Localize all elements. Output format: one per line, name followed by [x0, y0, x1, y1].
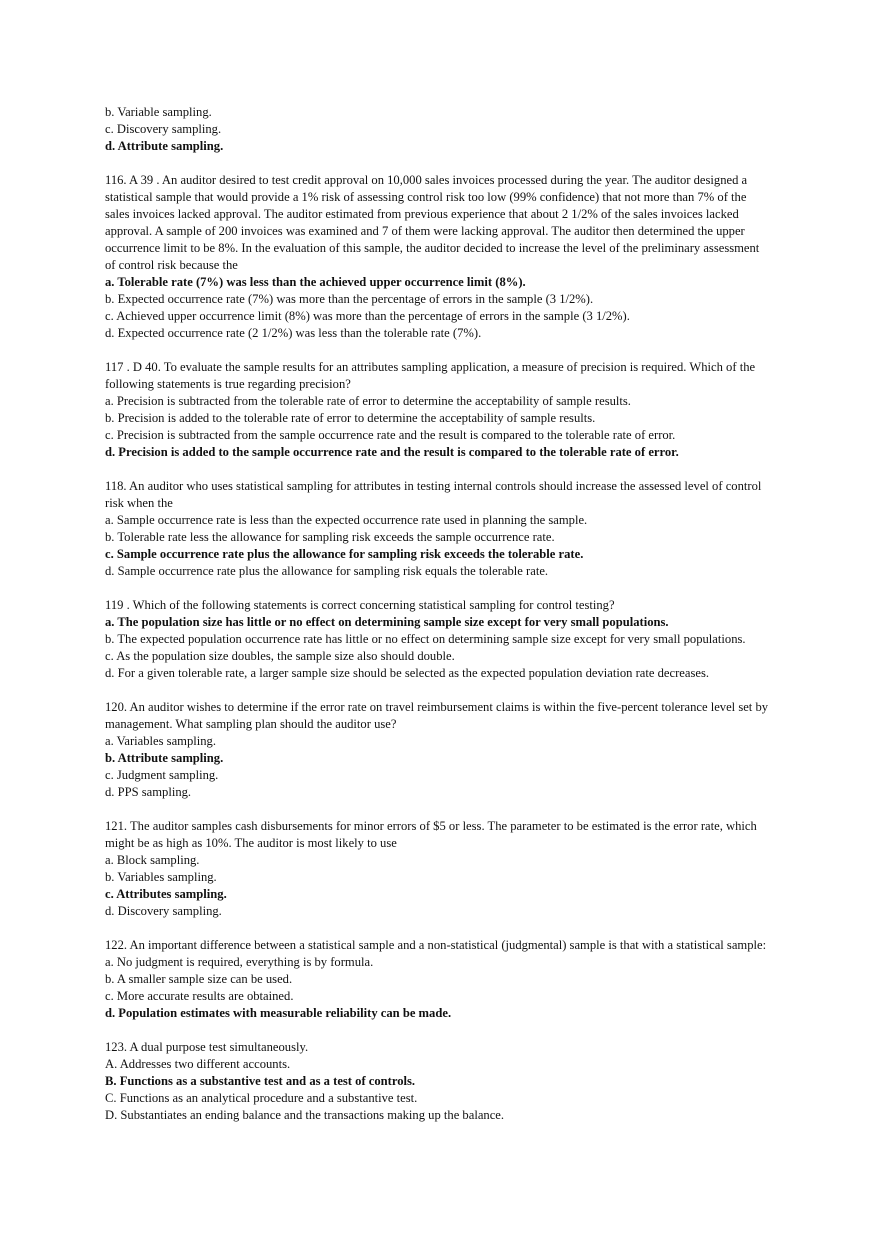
option: A. Addresses two different accounts. — [105, 1057, 291, 1071]
option: c. As the population size doubles, the sample size also should double. — [105, 649, 455, 663]
question-117 — [105, 359, 770, 461]
correct-option: d. Precision is added to the sample occurrence rate and the result is compared to the tolerable rate of error. — [105, 445, 679, 459]
option: b. The expected population occurrence rate has little or no effect on determining sample size except for very small populations. — [105, 632, 746, 646]
option: d. Expected occurrence rate (2 1/2%) was less than the tolerable rate (7%). — [105, 326, 482, 340]
question-stem: 122. An important difference between a statistical sample and a non-statistical (judgmental) sample is that with a statistical sample: — [105, 938, 767, 952]
option: d. PPS sampling. — [105, 785, 192, 799]
correct-option: a. Tolerable rate (7%) was less than the achieved upper occurrence limit (8%). — [105, 275, 526, 289]
question-122 — [105, 937, 770, 1022]
lead-options — [105, 104, 770, 155]
question-stem: 118. An auditor who uses statistical sampling for attributes in testing internal controls should increase the assessed level of control risk when the — [105, 479, 762, 510]
option: b. Variables sampling. — [105, 870, 217, 884]
option: c. Judgment sampling. — [105, 768, 219, 782]
option: b. Tolerable rate less the allowance for sampling risk exceeds the sample occurrence rate. — [105, 530, 555, 544]
correct-option: a. The population size has little or no effect on determining sample size except for very small populations. — [105, 615, 669, 629]
option: a. Block sampling. — [105, 853, 200, 867]
question-116 — [105, 172, 770, 342]
option: d. Sample occurrence rate plus the allowance for sampling risk equals the tolerable rate. — [105, 564, 549, 578]
question-stem: 123. A dual purpose test simultaneously. — [105, 1040, 309, 1054]
question-118 — [105, 478, 770, 580]
option: C. Functions as an analytical procedure and a substantive test. — [105, 1091, 418, 1105]
correct-option: B. Functions as a substantive test and as a test of controls. — [105, 1074, 416, 1088]
option: a. No judgment is required, everything is by formula. — [105, 955, 374, 969]
option: a. Sample occurrence rate is less than the expected occurrence rate used in planning the sample. — [105, 513, 588, 527]
question-123 — [105, 1039, 770, 1124]
option: b. Precision is added to the tolerable rate of error to determine the acceptability of sample results. — [105, 411, 596, 425]
option: c. Discovery sampling. — [105, 122, 222, 136]
option: b. Variable sampling. — [105, 105, 212, 119]
correct-option: d. Attribute sampling. — [105, 139, 224, 153]
correct-option: c. Attributes sampling. — [105, 887, 227, 901]
option: D. Substantiates an ending balance and the transactions making up the balance. — [105, 1108, 505, 1122]
option: a. Variables sampling. — [105, 734, 216, 748]
question-121 — [105, 818, 770, 920]
question-119 — [105, 597, 770, 682]
question-stem: 119 . Which of the following statements is correct concerning statistical sampling for control testing? — [105, 598, 615, 612]
question-stem: 120. An auditor wishes to determine if the error rate on travel reimbursement claims is within the five-percent tolerance level set by management. What sampling plan should the auditor use? — [105, 700, 769, 731]
option: b. Expected occurrence rate (7%) was more than the percentage of errors in the sample (3 1/2%). — [105, 292, 594, 306]
question-120 — [105, 699, 770, 801]
option: c. More accurate results are obtained. — [105, 989, 294, 1003]
option: d. Discovery sampling. — [105, 904, 222, 918]
correct-option: d. Population estimates with measurable reliability can be made. — [105, 1006, 452, 1020]
question-stem: 116. A 39 . An auditor desired to test credit approval on 10,000 sales invoices processed during the year. The auditor designed a statistical sample that would provide a 1% risk of assessing control risk too low (99% confidence) that not more than 7% of the sales invoices lacked approval. The auditor estimated from previous experience that about 2 1/2% of the sales invoices lacked approval. A sample of 200 invoices was examined and 7 of them were lacking approval. The auditor then determined the upper occurrence limit to be 8%. In the evaluation of this sample, the auditor decided to increase the level of the preliminary assessment of control risk because the — [105, 173, 760, 272]
option: b. A smaller sample size can be used. — [105, 972, 293, 986]
question-stem: 121. The auditor samples cash disbursements for minor errors of $5 or less. The parameter to be estimated is the error rate, which might be as high as 10%. The auditor is most likely to use — [105, 819, 757, 850]
option: c. Achieved upper occurrence limit (8%) was more than the percentage of errors in the sample (3 1/2%). — [105, 309, 630, 323]
question-stem: 117 . D 40. To evaluate the sample results for an attributes sampling application, a measure of precision is required. Which of the following statements is true regarding precision? — [105, 360, 756, 391]
correct-option: c. Sample occurrence rate plus the allowance for sampling risk exceeds the tolerable rate. — [105, 547, 584, 561]
correct-option: b. Attribute sampling. — [105, 751, 224, 765]
option: c. Precision is subtracted from the sample occurrence rate and the result is compared to the tolerable rate of error. — [105, 428, 676, 442]
document-page — [105, 104, 770, 1124]
option: a. Precision is subtracted from the tolerable rate of error to determine the acceptability of sample results. — [105, 394, 631, 408]
option: d. For a given tolerable rate, a larger sample size should be selected as the expected population deviation rate decreases. — [105, 666, 710, 680]
